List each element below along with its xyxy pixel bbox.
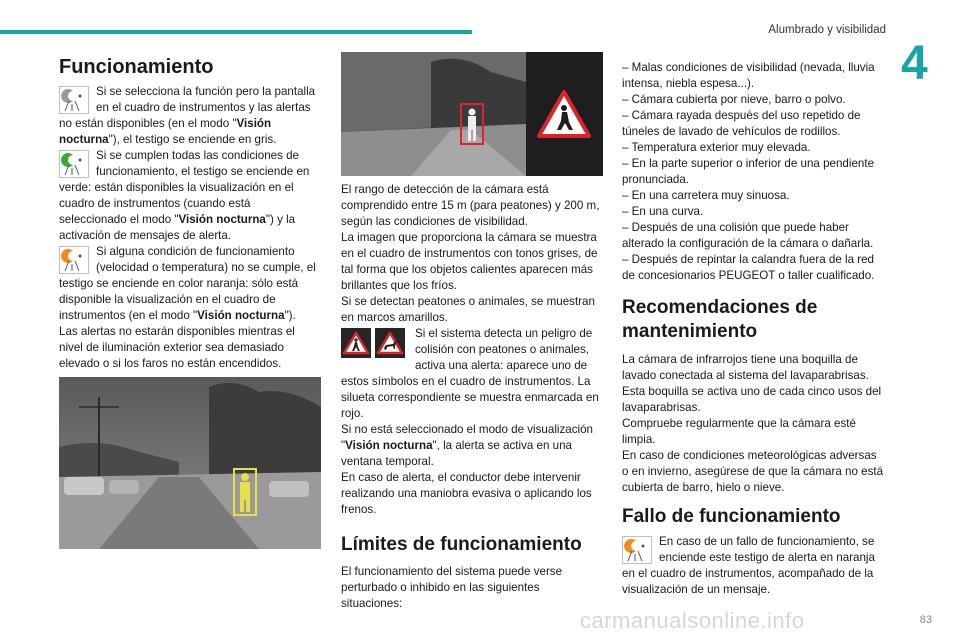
column-2 [341, 182, 603, 612]
animal-warning-icon [375, 328, 405, 358]
list-item: – En una curva. [622, 205, 704, 218]
paragraph-limits-intro: El funcionamiento del sistema puede verse perturbado o inhibido en las siguientes situaciones: [341, 565, 563, 610]
heading-mantenimiento: Recomendaciones de mantenimiento [622, 297, 818, 342]
column-1 [59, 56, 321, 372]
section-title: Alumbrado y visibilidad [768, 24, 886, 36]
night-vision-lamp-orange-icon [622, 536, 652, 564]
list-item: – Malas condiciones de visibilidad (nevada, lluvia intensa, niebla espesa...). [622, 61, 875, 90]
paragraph-alert-availability: Las alertas no estarán disponibles mientras el nivel de iluminación exterior sea demasiado elevado o si los faros no están encendidos. [59, 325, 295, 370]
thermal-image-pedestrian-detected [59, 377, 321, 549]
paragraph-detection-range: El rango de detección de la cámara está comprendido entre 15 m (para peatones) y 200 m, según las condiciones de visibilidad. [341, 183, 600, 228]
paragraph-temporary-window: Si no está seleccionado el modo de visualización "Visión nocturna", la alerta se activa en una ventana temporal. [341, 423, 593, 468]
paragraph-washer-nozzle: La cámara de infrarrojos tiene una boquilla de lavado conectada al sistema del lavaparabrisas. [622, 353, 869, 382]
list-item: – Temperatura exterior muy elevada. [622, 141, 811, 154]
list-item: – En una carretera muy sinuosa. [622, 189, 790, 202]
thermal-image-pedestrian-alert [341, 52, 603, 176]
list-item: – Después de repintar la calandra fuera de la red de concesionarios PEUGEOT o taller cualificado. [622, 253, 875, 282]
list-item: – Cámara cubierta por nieve, barro o polvo. [622, 93, 846, 106]
paragraph-orange-lamp: Si alguna condición de funcionamiento (velocidad o temperatura) no se cumple, el testigo se enciende en color naranja: sólo está disponible la visualización en el cuadro de instrumentos (en el modo "Visión nocturna"). [59, 245, 316, 322]
column-3 [622, 60, 884, 598]
page-number: 83 [919, 614, 932, 626]
paragraph-yellow-frames: Si se detectan peatones o animales, se muestran en marcos amarillos. [341, 295, 595, 324]
night-vision-lamp-orange-icon [59, 246, 89, 274]
paragraph-driver-action: En caso de alerta, el conductor debe intervenir realizando una maniobra evasiva o aplicando los frenos. [341, 471, 592, 516]
pedestrian-warning-icon [341, 328, 371, 358]
heading-fallo: Fallo de funcionamiento [622, 506, 841, 527]
header-accent-bar [0, 30, 472, 34]
paragraph-collision-alert: Si el sistema detecta un peligro de colisión con peatones o animales, activa una alerta: aparece uno de estos símbolos en el cuadro de instrumentos. La silueta correspondiente se muestra enmarcada en rojo. [341, 327, 599, 420]
list-item: – Después de una colisión que puede haber alterado la configuración de la cámara o dañarla. [622, 221, 874, 250]
night-vision-lamp-grey-icon [59, 86, 89, 114]
paragraph-grey-lamp: Si se selecciona la función pero la pantalla en el cuadro de instrumentos y las alertas no están disponibles (en el modo "Visión nocturna"), el testigo se enciende en gris. [59, 85, 316, 146]
paragraph-weather: En caso de condiciones meteorológicas adversas o en invierno, asegúrese de que la cámara no está cubierta de barro, hielo o nieve. [622, 449, 884, 494]
heading-funcionamiento: Funcionamiento [59, 56, 214, 78]
paragraph-malfunction: En caso de un fallo de funcionamiento, se enciende este testigo de alerta en naranja en el cuadro de instrumentos, acompañado de la visualización de un mensaje. [622, 535, 875, 596]
chapter-number: 4 [901, 37, 928, 90]
list-item: – Cámara rayada después del uso repetido de túneles de lavado de vehículos de rodillos. [622, 109, 861, 138]
paragraph-green-lamp: Si se cumplen todas las condiciones de funcionamiento, el testigo se enciende en verde: están disponibles la visualización en el cuadro de instrumentos (cuando está seleccionado el modo "Visión nocturna") y la activación de mensajes de alerta. [59, 149, 310, 242]
paragraph-nozzle-frequency: Esta boquilla se activa uno de cada cinco usos del lavaparabrisas. [622, 385, 882, 414]
watermark: carmanualsonline.info [580, 608, 805, 633]
limitations-list [622, 60, 884, 284]
paragraph-check-clean: Compruebe regularmente que la cámara esté limpia. [622, 417, 856, 446]
night-vision-lamp-green-icon [59, 150, 89, 178]
list-item: – En la parte superior o inferior de una pendiente pronunciada. [622, 157, 875, 186]
heading-limites: Límites de funcionamiento [341, 534, 582, 555]
paragraph-camera-image: La imagen que proporciona la cámara se muestra en el cuadro de instrumentos con tonos grises, de tal forma que los objetos calientes aparecen más brillantes que los fríos. [341, 231, 598, 292]
